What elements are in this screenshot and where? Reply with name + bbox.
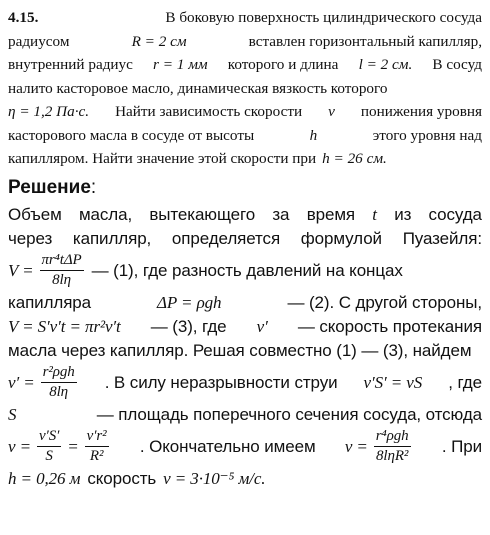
- problem-text: налито касторовое масло, динамическая вязкость которого: [8, 79, 388, 97]
- solution-text: скорость: [87, 468, 157, 488]
- fraction: [85, 428, 109, 465]
- problem-formula: l = 2 см.: [358, 56, 413, 73]
- solution-text: . При: [441, 436, 482, 456]
- solution-text: за: [272, 204, 290, 224]
- solution-text: сосуда: [428, 204, 482, 224]
- solution-line-4: [8, 291, 482, 315]
- solution-text: — (2). С другой стороны,: [287, 292, 482, 312]
- fraction: [37, 428, 61, 465]
- problem-formula: h = 26 см.: [322, 150, 387, 167]
- problem-line-4: [8, 77, 482, 101]
- problem-text: понижения уровня: [360, 103, 482, 120]
- problem-line-1: [8, 6, 482, 30]
- formula-v: [8, 428, 111, 465]
- solution-text: . В силу неразрывности струи: [104, 372, 338, 392]
- solution-line-9: [8, 427, 482, 467]
- problem-text: вставлен горизонтальный капилляр,: [248, 32, 482, 50]
- problem-line-2: [8, 30, 482, 54]
- fraction-numerator: r⁴ρgh: [374, 428, 411, 447]
- formula-v-final: [345, 428, 413, 465]
- fraction-denominator: 8lη: [49, 384, 69, 400]
- solution-formula: h = 0,26 м: [8, 468, 81, 488]
- solution-formula: V = S′v′t = πr²v′t: [8, 316, 121, 336]
- solution-text: формулой: [300, 228, 382, 248]
- solution-text: — (1), где разность давлений на концах: [91, 260, 403, 280]
- fraction-numerator: πr⁴tΔP: [40, 252, 84, 271]
- solution-text: через: [8, 228, 53, 248]
- problem-formula: R = 2 см: [131, 32, 187, 50]
- solution-heading-colon: :: [90, 176, 97, 198]
- problem-text: этого уровня над: [372, 126, 482, 144]
- solution-text: , где: [448, 372, 482, 392]
- problem-line-5: [8, 100, 482, 124]
- solution-text: Объем: [8, 204, 62, 224]
- solution-line-1: [8, 203, 482, 227]
- formula-equals: =: [67, 436, 79, 456]
- solution-formula: v = 3·10⁻⁵ м/с.: [163, 468, 266, 488]
- problem-line-7: [8, 147, 482, 171]
- fraction-numerator: v′S′: [37, 428, 61, 447]
- solution-text: — скорость протекания: [297, 316, 482, 336]
- problem-formula: η = 1,2 Па·с.: [8, 103, 90, 120]
- solution-text: масла через капилляр. Решая совместно (1) — (3), найдем: [8, 340, 472, 360]
- solution-line-8: [8, 403, 482, 427]
- solution-line-2: [8, 227, 482, 251]
- problem-line-3: [8, 53, 482, 77]
- problem-number: 4.15.: [8, 9, 39, 26]
- fraction-denominator: 8lη: [52, 272, 71, 288]
- solution-formula: v′: [256, 316, 268, 336]
- solution-text: определяется: [171, 228, 281, 248]
- problem-text: радиусом: [8, 32, 70, 50]
- formula-lhs: v =: [344, 436, 368, 456]
- problem-text: Найти зависимость скорости: [115, 103, 303, 120]
- solution-text: масла,: [78, 204, 133, 224]
- formula-v-prime: [8, 364, 79, 401]
- fraction: [374, 428, 411, 465]
- solution-text: капилляра: [8, 292, 92, 312]
- solution-line-5: [8, 315, 482, 339]
- formula-lhs: V =: [8, 260, 34, 280]
- fraction-denominator: 8lηR²: [376, 448, 409, 464]
- problem-text: капилляром. Найти значение этой скорости при: [8, 150, 317, 167]
- problem-formula: h: [309, 126, 318, 144]
- solution-formula: ΔP = ρgh: [157, 292, 222, 312]
- solution-line-10: [8, 467, 482, 491]
- solution-text: капилляр,: [72, 228, 152, 248]
- fraction: [41, 364, 77, 401]
- solution-text: — (3), где: [150, 316, 227, 336]
- fraction-numerator: v′r²: [85, 428, 109, 447]
- solution-formula: v′S′ = vS: [363, 372, 423, 392]
- problem-line-6: [8, 124, 482, 148]
- solution-text: вытекающего: [149, 204, 256, 224]
- fraction: [40, 252, 84, 289]
- solution-formula: t: [372, 204, 377, 224]
- solution-line-6: [8, 339, 482, 363]
- problem-text: В боковую поверхность цилиндрического сосуда: [165, 9, 482, 26]
- problem-text: В сосуд: [432, 56, 482, 73]
- solution-line-3: [8, 251, 482, 291]
- solution-body: [8, 203, 482, 491]
- formula-poiseuille: [8, 252, 86, 289]
- problem-formula: v: [328, 103, 335, 120]
- solution-text: — площадь поперечного сечения сосуда, отсюда: [96, 404, 482, 424]
- formula-lhs: v′ =: [8, 372, 35, 392]
- solution-line-7: [8, 363, 482, 403]
- solution-text: время: [306, 204, 356, 224]
- problem-text: касторового масла в сосуде от высоты: [8, 126, 255, 144]
- solution-heading: [8, 177, 482, 199]
- solution-text: . Окончательно имеем: [139, 436, 316, 456]
- problem-statement: [8, 6, 482, 171]
- fraction-denominator: R²: [89, 448, 104, 464]
- problem-text: внутренний радиус: [8, 56, 133, 73]
- solution-heading-text: Решение: [8, 176, 91, 198]
- formula-lhs: v =: [8, 436, 31, 456]
- solution-text: из: [394, 204, 412, 224]
- fraction-numerator: r²ρgh: [41, 364, 77, 383]
- fraction-denominator: S: [45, 448, 53, 464]
- problem-text: которого и длина: [227, 56, 339, 73]
- problem-formula: r = 1 мм: [153, 56, 208, 73]
- solution-text: Пуазейля:: [402, 228, 482, 248]
- solution-formula: S: [8, 404, 17, 424]
